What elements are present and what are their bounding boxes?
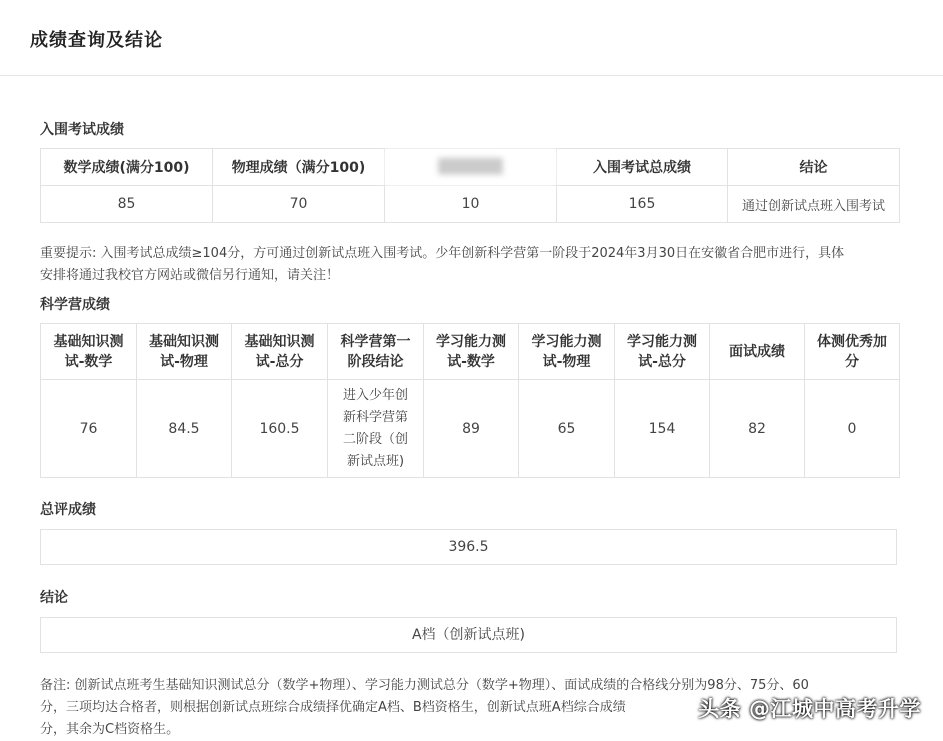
table-row [41, 186, 900, 223]
header-conclusion: 结论 [728, 149, 900, 186]
entrance-section-title: 入围考试成绩 [40, 122, 124, 138]
camp-section-title: 科学营成绩 [40, 297, 110, 313]
table-header-row [41, 149, 900, 186]
value-physics-score: 70 [213, 186, 385, 223]
header-basic-total: 基础知识测试-总分 [232, 324, 328, 380]
conclusion-section-title: 结论 [40, 590, 68, 606]
conclusion-box: A档（创新试点班) [40, 617, 897, 653]
table-header-row [41, 324, 900, 380]
value-redacted-score: 10 [385, 186, 557, 223]
value-conclusion: 通过创新试点班入围考试 [728, 186, 900, 223]
value-ability-physics: 65 [519, 380, 615, 478]
header-ability-math: 学习能力测试-数学 [424, 324, 519, 380]
science-camp-table [40, 323, 900, 478]
header-camp-stage1-conclusion: 科学营第一阶段结论 [328, 324, 424, 380]
value-fitness-bonus: 0 [805, 380, 900, 478]
value-ability-total: 154 [615, 380, 710, 478]
overall-section-title: 总评成绩 [40, 502, 96, 518]
overall-score-box: 396.5 [40, 529, 897, 565]
notice-line: 重要提示: 入围考试总成绩≥104分，方可通过创新试点班入围考试。少年创新科学营第一阶段于2024年3月30日在安徽省合肥市进行，具体 [40, 246, 845, 261]
header-basic-math: 基础知识测试-数学 [41, 324, 137, 380]
important-notice [40, 243, 902, 287]
header-physics-score: 物理成绩（满分100) [213, 149, 385, 186]
header-ability-total: 学习能力测试-总分 [615, 324, 710, 380]
value-basic-physics: 84.5 [137, 380, 232, 478]
remark-line: 分，其余为C档资格生。 [40, 722, 180, 737]
value-camp-stage1-conclusion: 进入少年创新科学营第二阶段（创新试点班) [328, 380, 424, 478]
remark-line: 分，三项均达合格者，则根据创新试点班综合成绩择优确定A档、B档资格生，创新试点班A档综合成绩 [40, 700, 626, 715]
notice-line: 安排将通过我校官方网站或微信另行通知，请关注！ [40, 268, 340, 283]
value-basic-math: 76 [41, 380, 137, 478]
entrance-score-table [40, 148, 900, 223]
header-ability-physics: 学习能力测试-物理 [519, 324, 615, 380]
header-redacted: ▒▒▒▒▒▒ [385, 149, 557, 186]
value-basic-total: 160.5 [232, 380, 328, 478]
page-header [0, 0, 943, 76]
value-entrance-total: 165 [557, 186, 728, 223]
value-interview: 82 [710, 380, 805, 478]
header-math-score: 数学成绩(满分100) [41, 149, 213, 186]
header-fitness-bonus: 体测优秀加分 [805, 324, 900, 380]
header-interview: 面试成绩 [710, 324, 805, 380]
source-watermark: 头条 @江城中高考升学 [698, 697, 921, 721]
value-ability-math: 89 [424, 380, 519, 478]
table-row [41, 380, 900, 478]
value-math-score: 85 [41, 186, 213, 223]
header-basic-physics: 基础知识测试-物理 [137, 324, 232, 380]
page-title: 成绩查询及结论 [30, 30, 163, 51]
header-entrance-total: 入围考试总成绩 [557, 149, 728, 186]
remark-line: 备注: 创新试点班考生基础知识测试总分（数学+物理）、学习能力测试总分（数学+物理）、面试成绩的合格线分别为98分、75分、60 [40, 678, 809, 693]
